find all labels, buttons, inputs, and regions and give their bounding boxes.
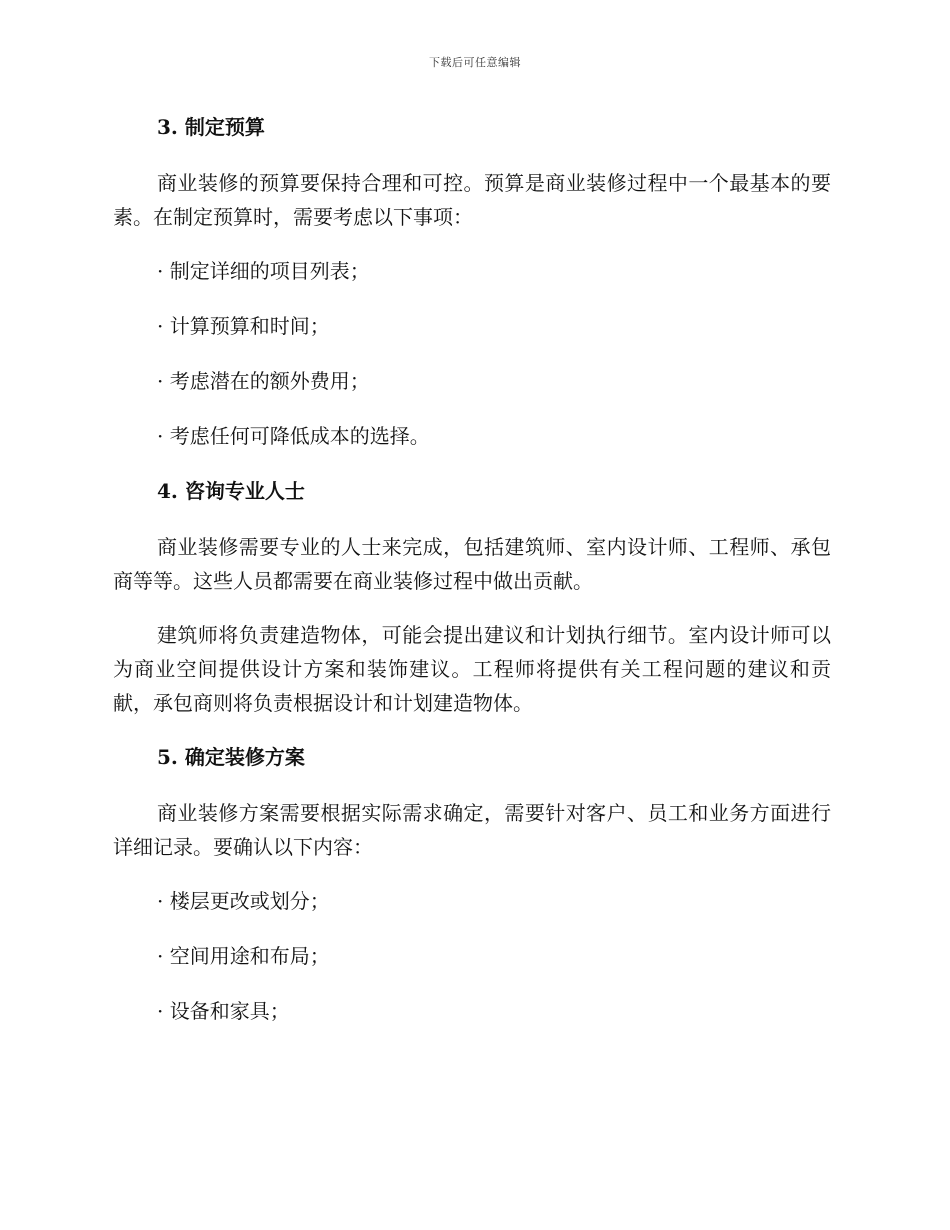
section-4-paragraph-1: 商业装修需要专业的人士来完成，包括建筑师、室内设计师、工程师、承包商等等。这些人员都需要在商业装修过程中做出贡献。 — [113, 535, 831, 593]
section-3-bullet-3: · 考虑潜在的额外费用； — [157, 369, 370, 393]
section-5-bullet-2: · 空间用途和布局； — [157, 944, 330, 968]
section-5-bullet-1: · 楼层更改或划分； — [157, 889, 330, 913]
document-body — [113, 110, 831, 1049]
section-3-bullet-4: · 考虑任何可降低成本的选择。 — [157, 424, 430, 448]
section-5-paragraph: 商业装修方案需要根据实际需求确定，需要针对客户、员工和业务方面进行详细记录。要确认以下内容： — [113, 801, 831, 859]
section-3-bullet-2: · 计算预算和时间； — [157, 314, 330, 338]
section-4-paragraph-2: 建筑师将负责建造物体，可能会提出建议和计划执行细节。室内设计师可以为商业空间提供设计方案和装饰建议。工程师将提供有关工程问题的建议和贡献，承包商则将负责根据设计和计划建造物体。 — [113, 623, 831, 715]
section-3-heading: 3. 制定预算 — [157, 115, 265, 139]
section-5-heading: 5. 确定装修方案 — [157, 745, 305, 769]
section-3-paragraph: 商业装修的预算要保持合理和可控。预算是商业装修过程中一个最基本的要素。在制定预算时，需要考虑以下事项： — [113, 171, 831, 229]
section-5-bullet-3: · 设备和家具； — [157, 999, 290, 1023]
section-4-heading: 4. 咨询专业人士 — [157, 479, 305, 503]
section-3-bullet-1: · 制定详细的项目列表； — [157, 259, 370, 283]
page-header: 下载后可任意编辑 — [429, 56, 521, 69]
